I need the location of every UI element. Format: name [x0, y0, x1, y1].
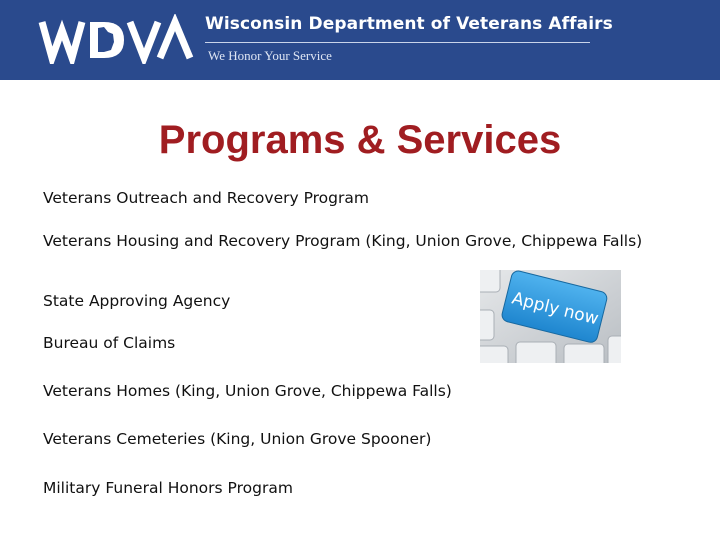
page-title: Programs & Services	[158, 118, 562, 162]
header-banner	[0, 0, 720, 80]
apply-now-keyboard-image	[480, 270, 621, 363]
header-divider	[205, 42, 590, 43]
wdva-logo	[38, 14, 196, 64]
list-item: Veterans Outreach and Recovery Program	[43, 189, 369, 207]
list-item: Veterans Cemeteries (King, Union Grove Spooner)	[43, 430, 432, 448]
list-item: Bureau of Claims	[43, 334, 176, 352]
list-item: Veterans Housing and Recovery Program (King, Union Grove, Chippewa Falls)	[43, 232, 643, 250]
keyboard-illustration	[480, 270, 621, 363]
apply-now-key-label: Apply now	[509, 288, 601, 330]
list-item: Military Funeral Honors Program	[43, 479, 293, 497]
tagline: We Honor Your Service	[208, 48, 332, 63]
department-name: Wisconsin Department of Veterans Affairs	[205, 14, 613, 34]
list-item: Veterans Homes (King, Union Grove, Chippewa Falls)	[43, 382, 452, 400]
list-item: State Approving Agency	[43, 292, 231, 310]
